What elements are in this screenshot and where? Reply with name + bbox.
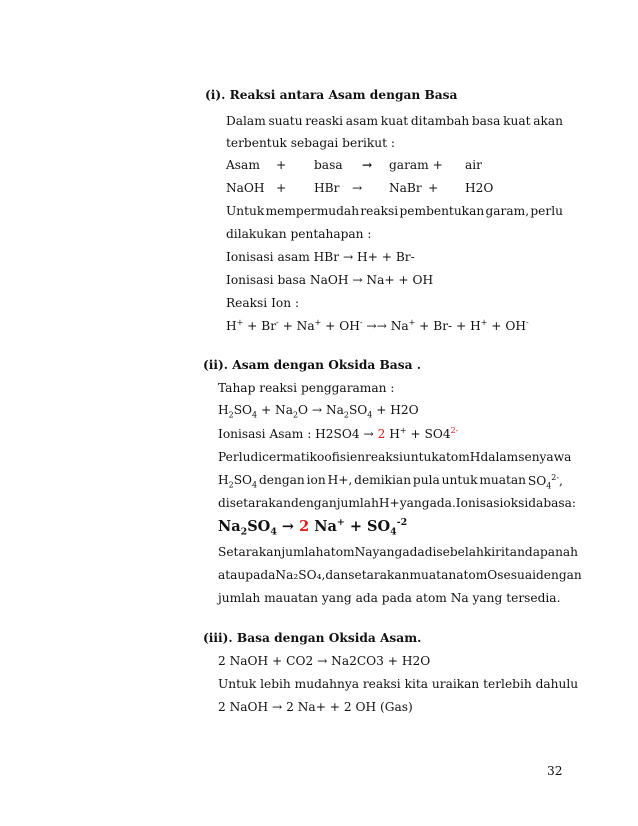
word: garam, [485,204,530,218]
reaction-term: basa [314,158,343,172]
word: H [469,450,481,464]
oxide-ionization-equation [218,517,407,538]
arrow-icon: → [362,158,373,172]
symbol: H [218,473,229,487]
word: Dalam [226,114,266,128]
section-i-heading: (i). Reaksi antara Asam dengan Basa [205,88,458,102]
symbol: + H2O [372,403,419,417]
charge: - [525,318,529,327]
reaction-term: + [276,181,287,195]
word: pula [412,473,440,487]
reaction-term: H2O [465,181,494,195]
charge: -2 [396,517,408,528]
reaction-formula: 2 NaOH + CO2 → Na2CO3 + H2O [218,654,431,668]
word: untuk [441,473,478,487]
paragraph-line [218,473,563,491]
subscript: 4 [390,526,397,538]
reaction-term: NaBr [389,181,422,195]
section-iii-heading: (iii). Basa dengan Oksida Asam. [203,631,422,645]
paragraph-line-end: terbentuk sebagai berikut : [226,136,396,150]
subscript: 4 [252,410,258,420]
word: pembentukan [399,204,485,218]
charge: + [408,318,416,327]
word: suatu [268,114,303,128]
reaction-row-general [0,158,638,176]
charge: + [399,426,407,435]
word: yang [399,496,430,510]
symbol: Na [309,517,337,535]
paragraph-line-end: dilakukan pentahapan : [226,227,372,241]
subscript: 4 [546,481,552,491]
coefficient: 2 [377,427,386,442]
symbol: + Na [278,319,315,334]
word: tanda [504,545,540,559]
text-line: Tahap reaksi penggaraman : [218,381,395,395]
word: Perlu [218,450,251,464]
word: reaksi [365,450,403,464]
word: disetarakan [218,496,291,510]
word: H+, [327,473,353,487]
word: Ionisasi [455,496,504,510]
paragraph-line [218,545,579,559]
symbol: O → Na [298,403,344,417]
word: kuat [503,114,531,128]
paragraph-line [218,496,577,510]
subscript: 2 [343,410,349,420]
reaction-term: air [465,158,482,172]
acid-ionization [218,426,458,441]
punctuation: , [559,474,563,489]
page-number: 32 [547,764,563,778]
word: yang [372,545,403,559]
reaction-term: HBr [314,181,340,195]
ionization-acid: Ionisasi asam HBr → H+ + Br- [226,250,415,264]
word: muatan [479,473,527,487]
symbol: + Br [243,319,277,334]
ion-equation [226,318,529,333]
word: dan [325,568,349,582]
word: ada. [429,496,456,510]
word: asam [345,114,379,128]
word: mempermudah [265,204,360,218]
word: perlu [530,204,563,218]
subscript: 2 [292,410,299,420]
word: setarakan [348,568,410,582]
word: panah [540,545,579,559]
subscript: 2 [228,480,234,490]
word: kuat [380,114,409,128]
paragraph-line [218,568,582,582]
subscript: 2 [240,526,248,538]
charge: + [314,318,322,327]
word: : [571,496,577,510]
word: reaksi [360,204,399,218]
word: dalam [480,450,519,464]
symbol: SO [233,403,253,417]
reaction-term: + [276,158,287,172]
word: Na₂SO₄, [275,568,326,582]
paragraph-line [226,204,563,218]
word: jumlah [336,496,379,510]
subscript: 4 [252,480,258,490]
arrow-icon: → [352,181,363,195]
word: jumlah [281,545,324,559]
word: kiri [483,545,505,559]
word: pada [245,568,276,582]
symbol: H [218,403,229,417]
charge: - [276,318,279,327]
symbol: + OH [321,319,360,334]
word: dengan [536,568,582,582]
subscript: 4 [367,410,373,420]
word: ditambah [410,114,470,128]
word: oksida [503,496,544,510]
word: dicermati [250,450,310,464]
coefficient: 2 [299,517,310,535]
charge: + [236,318,244,327]
reaction-term: NaOH [226,181,265,195]
word: ada [402,545,425,559]
ionization-base: Ionisasi basa NaOH → Na+ + OH [226,273,434,287]
symbol: + Na [257,403,293,417]
word: Setarakan [218,545,282,559]
reaction-formula [218,403,419,419]
word: dengan [258,473,305,487]
symbol: SO [247,517,271,535]
arrow-icon: →→ Na [362,319,409,334]
symbol: + SO4 [406,427,451,442]
charge: + [480,318,488,327]
symbol: H [385,427,400,442]
word: koofisien [309,450,366,464]
reaction-term: Asam [226,158,260,172]
word: dengan [290,496,337,510]
word: atau [218,568,246,582]
symbol: + Br- + H [415,319,481,334]
symbol: + SO [344,517,391,535]
reaction-term: garam + [389,158,443,172]
subscript: 4 [270,526,277,538]
word: Untuk [226,204,265,218]
symbol: H [226,319,237,334]
arrow-icon: → [276,517,300,535]
charge: 2- [551,473,560,482]
formula [528,473,563,491]
formula [218,473,257,491]
reaction-row-example [0,181,638,199]
symbol: Na [218,517,241,535]
reaction-term: + [428,181,439,195]
reaction-formula: 2 NaOH → 2 Na+ + 2 OH (Gas) [218,700,413,714]
text-line: Untuk lebih mudahnya reaksi kita uraikan terlebih dahulu [218,677,579,691]
ion-reaction-label: Reaksi Ion : [226,296,300,310]
symbol: + OH [487,319,526,334]
text: Ionisasi Asam : H2SO4 → [218,427,378,442]
paragraph-line-end: jumlah mauatan yang ada pada atom Na yang tersedia. [218,591,561,605]
word: O [487,568,498,582]
symbol: SO [527,474,547,489]
charge: 2- [450,426,459,435]
charge: - [359,318,363,327]
word: atom [323,545,355,559]
word: Na [354,545,373,559]
paragraph-line [226,114,563,128]
word: sesuai [497,568,536,582]
word: disebelah [424,545,484,559]
word: basa [543,496,572,510]
symbol: SO [233,473,253,487]
word: senyawa [518,450,572,464]
word: muatan [409,568,457,582]
subscript: 2 [228,410,234,420]
word: demikian [354,473,412,487]
symbol: SO [348,403,368,417]
section-ii-heading: (ii). Asam dengan Oksida Basa . [203,358,421,372]
word: akan [533,114,563,128]
word: untuk [402,450,439,464]
word: basa [471,114,501,128]
word: ion [306,473,326,487]
word: reaski [305,114,344,128]
word: H+ [378,496,400,510]
word: atom [438,450,470,464]
word: atom [456,568,488,582]
paragraph-line [218,450,572,464]
charge: + [336,517,345,528]
